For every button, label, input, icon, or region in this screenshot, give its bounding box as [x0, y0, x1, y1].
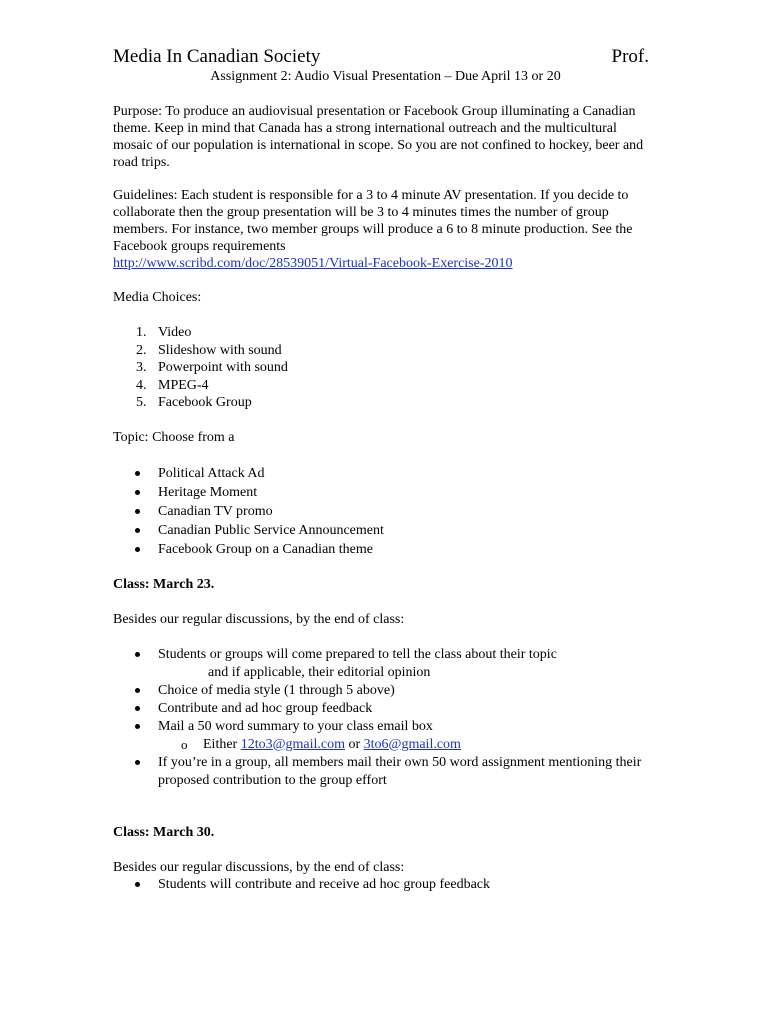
- list-item: [113, 377, 658, 395]
- list-item-text: Contribute and ad hoc group feedback: [158, 700, 373, 716]
- list-item-text: Mail a 50 word summary to your class email box: [158, 718, 433, 734]
- bullet-icon: [135, 509, 140, 514]
- list-item-text: Slideshow with sound: [158, 342, 282, 358]
- list-item: [113, 502, 658, 521]
- document-page: [113, 46, 658, 894]
- bullet-icon: [135, 706, 140, 711]
- list-item: [113, 540, 658, 559]
- list-item: [113, 359, 658, 377]
- header-row: [113, 46, 658, 68]
- purpose-paragraph: Purpose: To produce an audiovisual presentation or Facebook Group illuminating a Canadian theme. Keep in mind that Canada has a strong international outreach and the multicultural mosaic of our population is international in scope. So you are not confined to hockey, beer and road trips.: [113, 104, 644, 170]
- class-march-23-list-cont: [113, 754, 658, 790]
- list-item-text: Canadian Public Service Announcement: [158, 522, 384, 538]
- bullet-icon: [135, 490, 140, 495]
- bullet-icon: [135, 724, 140, 729]
- list-number: 3.: [136, 360, 147, 375]
- course-title: Media In Canadian Society: [113, 46, 321, 67]
- list-item-text: Heritage Moment: [158, 484, 258, 500]
- assignment-subtitle: Assignment 2: Audio Visual Presentation – Due April 13 or 20: [210, 69, 561, 84]
- list-number: 2.: [136, 342, 147, 358]
- class-march-23-list: [113, 646, 658, 736]
- instructor-label: Prof.: [611, 46, 649, 67]
- list-item-text: Students will contribute and receive ad hoc group feedback: [158, 876, 490, 892]
- list-item: [113, 646, 658, 682]
- class-march-23-intro: Besides our regular discussions, by the end of class:: [113, 611, 405, 627]
- list-number: 4.: [136, 377, 147, 393]
- bullet-icon: [135, 882, 140, 887]
- list-item: [113, 324, 658, 342]
- list-item: [113, 876, 658, 894]
- guidelines-paragraph: Guidelines: Each student is responsible for a 3 to 4 minute AV presentation. If you decide to collaborate then the group presentation will be 3 to 4 minutes times the number of group members. For instance, two member groups will produce a 6 to 8 minute production. See the Facebook groups requirements: [113, 188, 633, 254]
- list-item-text: Powerpoint with sound: [158, 360, 288, 375]
- list-number: 1.: [136, 325, 147, 340]
- bullet-icon: [135, 547, 140, 552]
- list-item: [113, 682, 658, 700]
- sub-bullet-icon: o: [181, 736, 188, 752]
- list-number: 5.: [136, 395, 147, 410]
- class-march-30-list: [113, 876, 658, 894]
- class-march-30-heading: Class: March 30.: [113, 824, 215, 840]
- media-choices-label: Media Choices:: [113, 290, 202, 305]
- scribd-link[interactable]: http://www.scribd.com/doc/28539051/Virtual-Facebook-Exercise-2010: [113, 256, 513, 271]
- email-link-3to6[interactable]: 3to6@gmail.com: [363, 736, 461, 752]
- list-item-text: MPEG-4: [158, 377, 209, 393]
- list-item: [113, 521, 658, 540]
- list-item: [113, 483, 658, 502]
- list-item-text: If you’re in a group, all members mail their own 50 word assignment mentioning their proposed contribution to the group effort: [158, 754, 642, 788]
- either-label: Either: [203, 736, 238, 752]
- topic-list: [113, 464, 658, 559]
- list-item-text: Choice of media style (1 through 5 above): [158, 682, 395, 698]
- list-item-text: Facebook Group: [158, 395, 252, 410]
- bullet-icon: [135, 528, 140, 533]
- list-item: [113, 718, 658, 736]
- class-march-30-intro: Besides our regular discussions, by the end of class:: [113, 859, 405, 875]
- topic-label: Topic: Choose from a: [113, 429, 235, 445]
- bullet-icon: [135, 760, 140, 765]
- or-label: or: [348, 736, 361, 752]
- list-item-continuation: and if applicable, their editorial opinion: [208, 664, 431, 680]
- list-item-text: Students or groups will come prepared to tell the class about their topic: [158, 646, 557, 662]
- list-item: [113, 700, 658, 718]
- list-item-text: Political Attack Ad: [158, 465, 265, 481]
- list-item-text: Canadian TV promo: [158, 503, 273, 519]
- list-item-text: Facebook Group on a Canadian theme: [158, 541, 373, 557]
- list-item: [113, 394, 658, 412]
- bullet-icon: [135, 688, 140, 693]
- list-item-text: Video: [158, 325, 192, 340]
- bullet-icon: [135, 652, 140, 657]
- class-march-23-heading: Class: March 23.: [113, 576, 215, 592]
- bullet-icon: [135, 471, 140, 476]
- guidelines-block: [113, 187, 658, 272]
- media-choices-list: [113, 324, 658, 412]
- list-item: [113, 754, 658, 790]
- list-item: [113, 464, 658, 483]
- list-item: [113, 342, 658, 360]
- email-sub-item: [113, 736, 658, 754]
- email-link-12to3[interactable]: 12to3@gmail.com: [240, 736, 345, 752]
